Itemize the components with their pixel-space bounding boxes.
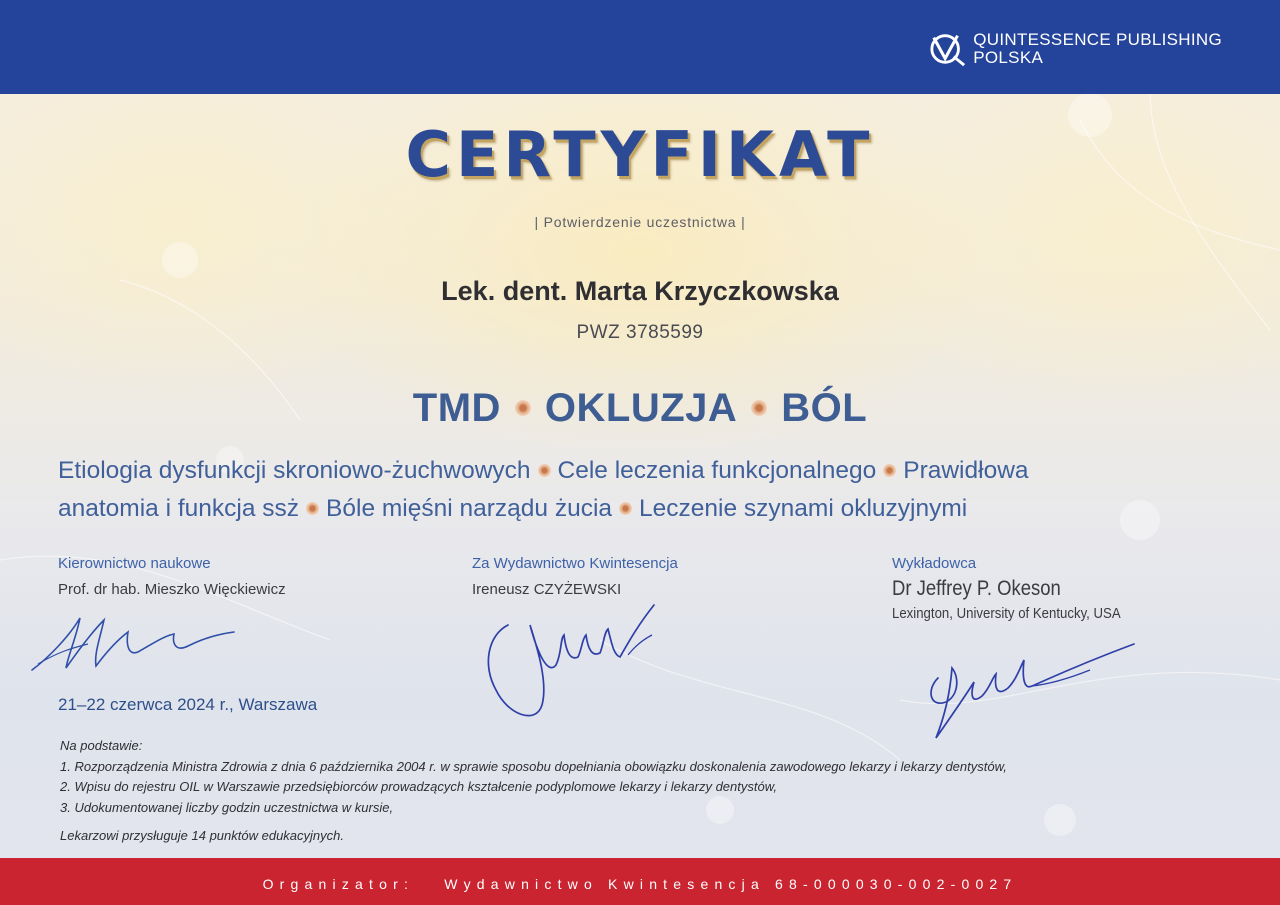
bullet-dot-icon	[619, 502, 632, 515]
legal-heading: Na podstawie:	[60, 738, 143, 753]
scientific-director-role: Kierownictwo naukowe	[58, 555, 211, 572]
signature-scientific-director	[28, 608, 248, 678]
bullet-dot-icon	[515, 400, 531, 416]
publisher-name	[973, 31, 1222, 67]
topics-line-1	[58, 452, 1238, 490]
certificate-title: CERTYFIKAT	[405, 118, 875, 191]
lecturer-block	[892, 555, 1152, 622]
lecturer-affiliation: Lexington, University of Kentucky, USA	[892, 605, 1121, 622]
scientific-director-block	[58, 555, 286, 598]
recipient-name: Lek. dent. Marta Krzyczkowska	[441, 276, 839, 306]
topic-splint-therapy: Leczenie szynami okluzyjnymi	[639, 495, 968, 522]
legal-item-2: 2. Wpisu do rejestru OIL w Warszawie przedsiębiorców prowadzących kształcenie podyplomowe lekarzy i lekarzy dentystów,	[60, 779, 777, 794]
publisher-representative-role: Za Wydawnictwo Kwintesencja	[472, 555, 678, 572]
recipient-pwz-number: PWZ 3785599	[576, 322, 704, 343]
bullet-dot-icon	[538, 464, 551, 477]
course-part-tmd: TMD	[412, 386, 501, 430]
bullet-dot-icon	[883, 464, 896, 477]
publisher-name-line1: QUINTESSENCE PUBLISHING	[973, 30, 1222, 49]
lecturer-role: Wykładowca	[892, 555, 977, 572]
topic-anatomy-part2: anatomia i funkcja ssż	[58, 495, 300, 522]
legal-item-3: 3. Udokumentowanej liczby godzin uczestnictwa w kursie,	[60, 799, 394, 815]
publisher-representative-block	[472, 555, 678, 598]
legal-item-1: 1. Rozporządzenia Ministra Zdrowia z dnia 6 października 2004 r. w sprawie sposobu dopełniania obowiązku doskonalenia zawodowego lekarzy i lekarzy dentystów,	[60, 758, 1007, 774]
legal-basis	[60, 736, 1220, 818]
education-points: Lekarzowi przysługuje 14 punktów edukacyjnych.	[60, 828, 344, 843]
topic-etiology: Etiologia dysfunkcji skroniowo-żuchwowych	[58, 457, 531, 484]
course-part-bol: BÓL	[781, 386, 868, 430]
quintessence-logo-icon	[929, 30, 967, 68]
course-topics	[58, 452, 1238, 528]
publisher-logo-block	[929, 30, 1222, 68]
topic-muscle-pain: Bóle mięśni narządu żucia	[326, 495, 613, 522]
signature-lecturer	[920, 638, 1140, 743]
publisher-name-line2: POLSKA	[973, 48, 1044, 67]
bullet-dot-icon	[751, 400, 767, 416]
certificate-subtitle: | Potwierdzenie uczestnictwa |	[534, 214, 746, 230]
publisher-representative-name: Ireneusz CZYŻEWSKI	[472, 581, 622, 598]
topic-anatomy-part1: Prawidłowa	[903, 457, 1029, 484]
course-part-okluzja: OKLUZJA	[544, 386, 738, 430]
signature-publisher-representative	[478, 595, 668, 730]
topic-treatment-goals: Cele leczenia funkcjonalnego	[557, 457, 877, 484]
organizer-line: Organizator: Wydawnictwo Kwintesencja 68-000030-002-0027	[262, 876, 1018, 892]
course-title	[0, 386, 1280, 431]
lecturer-name: Dr Jeffrey P. Okeson	[892, 577, 1061, 600]
bullet-dot-icon	[306, 502, 319, 515]
scientific-director-name: Prof. dr hab. Mieszko Więckiewicz	[58, 581, 286, 598]
event-date-location: 21–22 czerwca 2024 r., Warszawa	[58, 695, 318, 714]
topics-line-2	[58, 490, 1238, 528]
